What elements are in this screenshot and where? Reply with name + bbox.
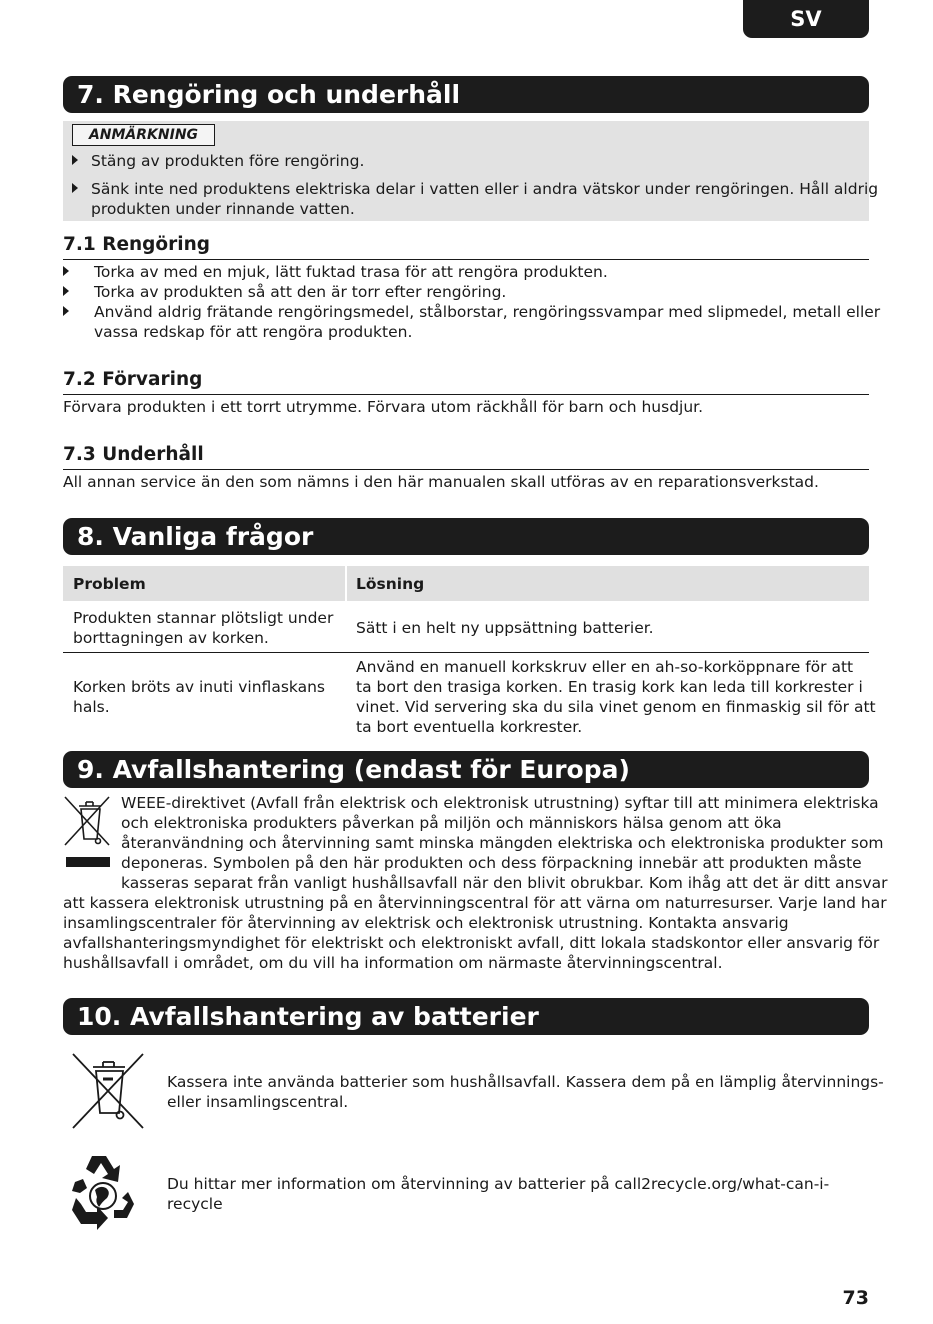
section-10-heading: 10. Avfallshantering av batterier	[63, 998, 869, 1035]
crossed-out-battery-bin-icon	[69, 1051, 147, 1131]
table-header-solution: Lösning	[347, 566, 869, 601]
bullet-icon	[63, 266, 69, 276]
table-cell-solution: Använd en manuell korkskruv eller en ah-so-korköppnare för att ta bort den trasiga korken. En trasig kork kan leda till korkrester i vinet. Vid servering ska du sila vinet genom en finmaskig sil för att ta bort eventuella korkrester.	[356, 658, 876, 736]
bullet-icon	[63, 306, 69, 316]
table-header-problem: Problem	[63, 566, 345, 601]
bullet-icon	[72, 155, 78, 165]
weee-text-line: återanvändning och återvinning samt minska mängden elektriska och elektroniska produkter som	[121, 834, 884, 852]
maintenance-text: All annan service än den som nämns i den här manualen skall utföras av en reparationsverkstad.	[63, 473, 819, 491]
table-cell-problem: Produkten stannar plötsligt under borttagningen av korken.	[73, 609, 334, 647]
weee-text-line: och elektroniska produkters påverkan på miljön och människors hälsa genom att öka	[121, 814, 782, 832]
table-divider	[63, 652, 869, 653]
crossed-out-wheelie-bin-icon	[63, 795, 111, 851]
page-number: 73	[842, 1287, 869, 1309]
recycling-info-text: recycle	[167, 1195, 223, 1213]
weee-text-line: WEEE-direktivet (Avfall från elektrisk och elektronisk utrustning) syftar till att minimera elektriska	[121, 794, 879, 812]
language-tab: SV	[743, 0, 869, 38]
section-8-heading: 8. Vanliga frågor	[63, 518, 869, 555]
weee-text-line: hushållsavfall i området, om du vill ha information om närmaste återvinningscentral.	[63, 954, 723, 972]
subsection-7-2-heading: 7.2 Förvaring	[63, 369, 869, 395]
recycle-globe-icon	[70, 1152, 136, 1232]
weee-text-line: kasseras separat från vanligt hushållsavfall när den blivit obrukbar. Kom ihåg att det är ditt ansvar	[121, 874, 888, 892]
subsection-7-1-heading: 7.1 Rengöring	[63, 234, 869, 260]
recycling-info-text: Du hittar mer information om återvinning av batterier på call2recycle.org/what-can-i-	[167, 1175, 830, 1193]
storage-text: Förvara produkten i ett torrt utrymme. Förvara utom räckhåll för barn och husdjur.	[63, 398, 704, 416]
weee-text-line: att kassera elektronisk utrustning på en återvinningscentral för att värna om naturresurser. Varje land har	[63, 894, 887, 912]
weee-text-line: deponeras. Symbolen på den här produkten och dess förpackning innebär att produkten måste	[121, 854, 862, 872]
weee-bar	[66, 857, 110, 867]
note-label: ANMÄRKNING	[72, 124, 215, 146]
bullet-icon	[63, 286, 69, 296]
bullet-icon	[72, 183, 78, 193]
weee-text-line: insamlingscentraler för återvinning av elektrisk och elektronisk utrustning. Kontakta ansvarig	[63, 914, 789, 932]
battery-disposal-text: Kassera inte använda batterier som hushållsavfall. Kassera dem på en lämplig återvinnings-	[167, 1073, 884, 1091]
section-9-heading: 9. Avfallshantering (endast för Europa)	[63, 751, 869, 788]
table-cell-problem: Korken bröts av inuti vinflaskans hals.	[73, 678, 325, 716]
weee-text-line: avfallshanteringsmyndighet för elektriskt och elektroniskt avfall, ditt lokala stadskontor eller ansvarig för	[63, 934, 880, 952]
table-cell-solution: Sätt i en helt ny uppsättning batterier.	[356, 619, 654, 637]
subsection-7-3-heading: 7.3 Underhåll	[63, 444, 869, 470]
battery-disposal-text: eller insamlingscentral.	[167, 1093, 349, 1111]
section-7-heading: 7. Rengöring och underhåll	[63, 76, 869, 113]
